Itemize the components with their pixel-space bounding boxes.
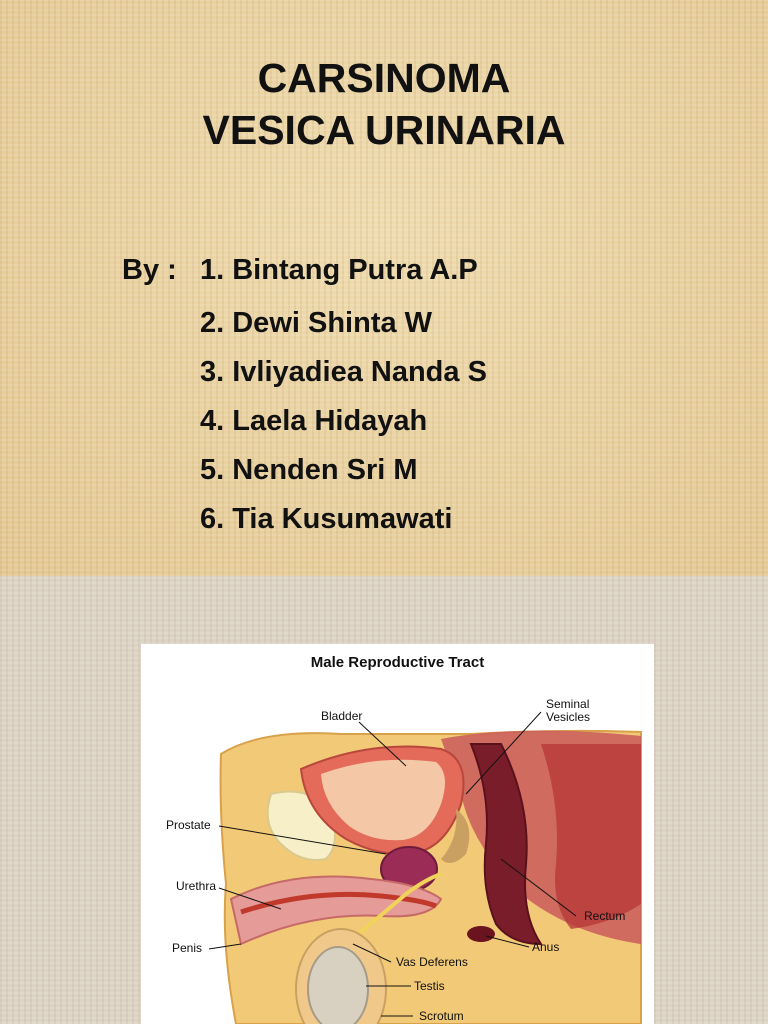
label-testis: Testis	[414, 979, 445, 993]
member-item: 4. Laela Hidayah	[200, 405, 428, 437]
label-seminal-vesicles-1: Seminal	[546, 697, 590, 711]
member-list	[200, 250, 487, 544]
member-item: 6. Tia Kusumawati	[200, 503, 453, 535]
label-seminal-vesicles-2: Vesicles	[546, 710, 591, 724]
title-line-1: CARSINOMA	[257, 55, 511, 101]
anus	[467, 926, 495, 942]
label-vas-deferens: Vas Deferens	[396, 955, 468, 969]
label-rectum: Rectum	[584, 909, 626, 923]
figure-title: Male Reproductive Tract	[310, 654, 485, 671]
label-scrotum: Scrotum	[419, 1009, 464, 1023]
member-item: 2. Dewi Shinta W	[200, 307, 433, 339]
testis	[308, 947, 368, 1024]
label-penis: Penis	[172, 941, 203, 955]
member-item: 1. Bintang Putra A.P	[200, 254, 478, 286]
label-bladder: Bladder	[321, 709, 363, 723]
anatomy-figure	[141, 644, 654, 1024]
slide-title	[0, 52, 768, 156]
member-item: 3. Ivliyadiea Nanda S	[200, 356, 487, 388]
label-anus: Anus	[532, 940, 560, 954]
label-prostate: Prostate	[166, 818, 211, 832]
member-item: 5. Nenden Sri M	[200, 454, 418, 486]
title-line-2: VESICA URINARIA	[202, 107, 566, 153]
label-urethra: Urethra	[176, 879, 217, 893]
by-label: By :	[122, 254, 177, 286]
